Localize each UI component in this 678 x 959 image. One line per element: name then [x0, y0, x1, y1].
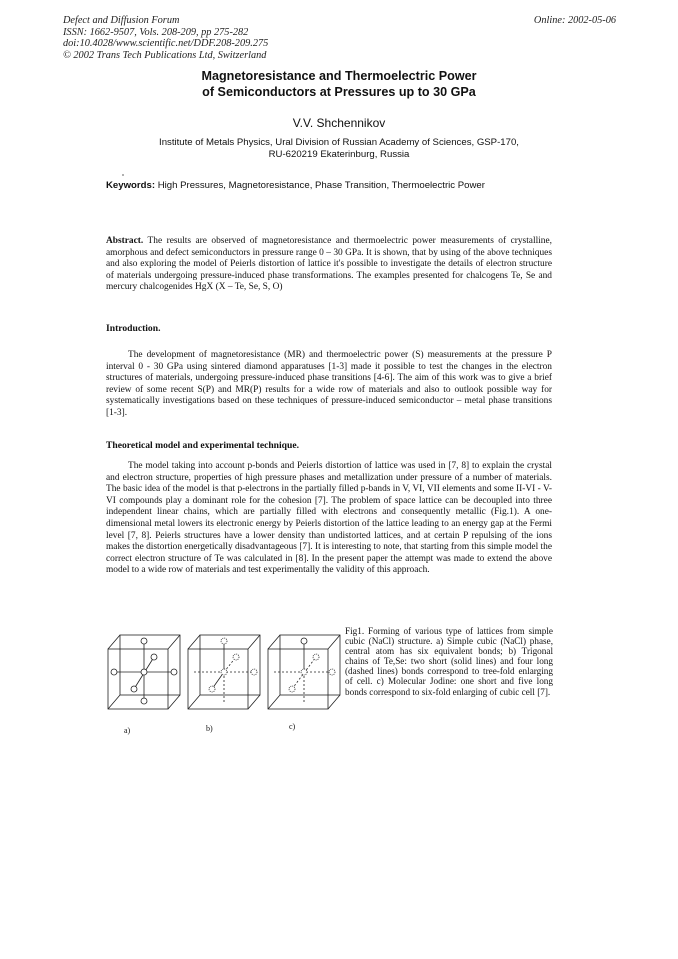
cube-a-back [120, 635, 180, 695]
abstract-label: Abstract. [106, 236, 144, 246]
figure-label-a: a) [124, 726, 131, 735]
figure-label-b: b) [206, 724, 213, 733]
cube-c [268, 635, 340, 709]
theory-section [106, 461, 552, 577]
title-line-1: Magnetoresistance and Thermoelectric Power [201, 69, 477, 83]
copyright-line: © 2002 Trans Tech Publications Ltd, Switzerland [63, 49, 267, 61]
keywords-text: High Pressures, Magnetoresistance, Phase Transition, Thermoelectric Power [157, 180, 485, 191]
keywords [106, 180, 606, 191]
keywords-label: Keywords: [106, 180, 156, 191]
author: V.V. Shchennikov [292, 116, 386, 130]
intro-paragraph: The development of magnetoresistance (MR) and thermoelectric power (S) measurements at the pressure P interval 0 - 30 GPa using sintered diamond apparatuses [1-3] made it possible to test the changes in the electron structures of materials, undergoing pressure-induced phase transitions [4-6]. The aim of this work was to give a brief review of some recent S(P) and MR(P) results for a wide row of materials and also to outlook possible way for systematically investigations based on these techniques of pressure-induced semiconductor – metal phase transitions [1-3]. [106, 350, 552, 418]
intro-heading: Introduction. [106, 323, 161, 334]
online-date: Online: 2002-05-06 [533, 15, 616, 26]
abstract [106, 236, 552, 294]
doi-line: doi:10.4028/www.scientific.net/DDF.208-209.275 [63, 38, 269, 50]
paper-title [60, 69, 618, 100]
lattice-figure [104, 629, 344, 735]
issn-line: ISSN: 1662-9507, Vols. 208-209, pp 275-282 [63, 26, 249, 38]
figure-label-c: c) [289, 722, 296, 731]
intro-section [106, 350, 552, 420]
figure-caption: Fig1. Forming of various type of lattices from simple cubic (NaCl) structure. a) Simple cubic (NaCl) phase, central atom has six equivalent bonds; b) Trigonal chains of Te,Se: two short (solid lines) and four long (dashed lines) bonds correspond to tree-fold enlarging of cell. c) Molecular Jodine: one short and five long bonds correspond to six-fold enlarging of cubic cell [7]. [345, 626, 553, 697]
cube-a-center-atom [141, 669, 147, 675]
title-line-2: of Semiconductors at Pressures up to 30 GPa [202, 84, 476, 99]
journal-header [63, 15, 393, 61]
stray-mark [122, 174, 124, 176]
affiliation-line-2: RU-620219 Ekaterinburg, Russia [268, 149, 410, 161]
cube-a-front [108, 649, 168, 709]
journal-name: Defect and Diffusion Forum [63, 15, 180, 26]
cube-a [108, 635, 180, 709]
abstract-text: The results are observed of magnetoresistance and thermoelectric power measurements of crystalline, amorphous and defect semiconductors in pressure range 0 – 30 GPa. It is shown, that by using of the above techniques and also exploring the model of Peierls distortion of lattice it's possible to investigate the details of electron structure of materials undergoing pressure-induced phase transformations. The examples presented for chalcogens Te, Se and mercury chalcogenides HgX (X – Te, Se, S, O) [106, 236, 552, 293]
cube-b [188, 635, 260, 709]
theory-paragraph: The model taking into account p-bonds and Peierls distortion of lattice was used in [7, 8] to explain the crystal and electron structure, properties of high pressure phases and metallization under pressure of a number of materials. The basic idea of the model is that p-electrons in the partially filled p-bands in V, VI, VII elements and some II-VI - V-VI compounds play a dominant role for the cohesion [7]. The problem of space lattice can be decoupled into three independent linear chains, which are partially filled with electrons and consequently metallic (Fig.1). A one-dimensional metal lowers its electronic energy by Peierls distortion of the lattice leading to an energy gap at the Fermi level [7, 8]. Peierls structures have a lower density than undistorted lattices, and at certain P repulsing of the ions makes the distortion energetically disadvantageous [7]. It is interesting to note, that starting from this simple model the correct electron structure of Te was calculated in [8]. In the present paper the attempt was made to extend the above model to a wide row of materials and test experimentally the validity of this approach. [106, 461, 552, 576]
theory-heading: Theoretical model and experimental technique. [106, 440, 300, 451]
affiliation-line-1: Institute of Metals Physics, Ural Division of Russian Academy of Sciences, GSP-170, [159, 137, 519, 148]
affiliation [90, 137, 588, 162]
